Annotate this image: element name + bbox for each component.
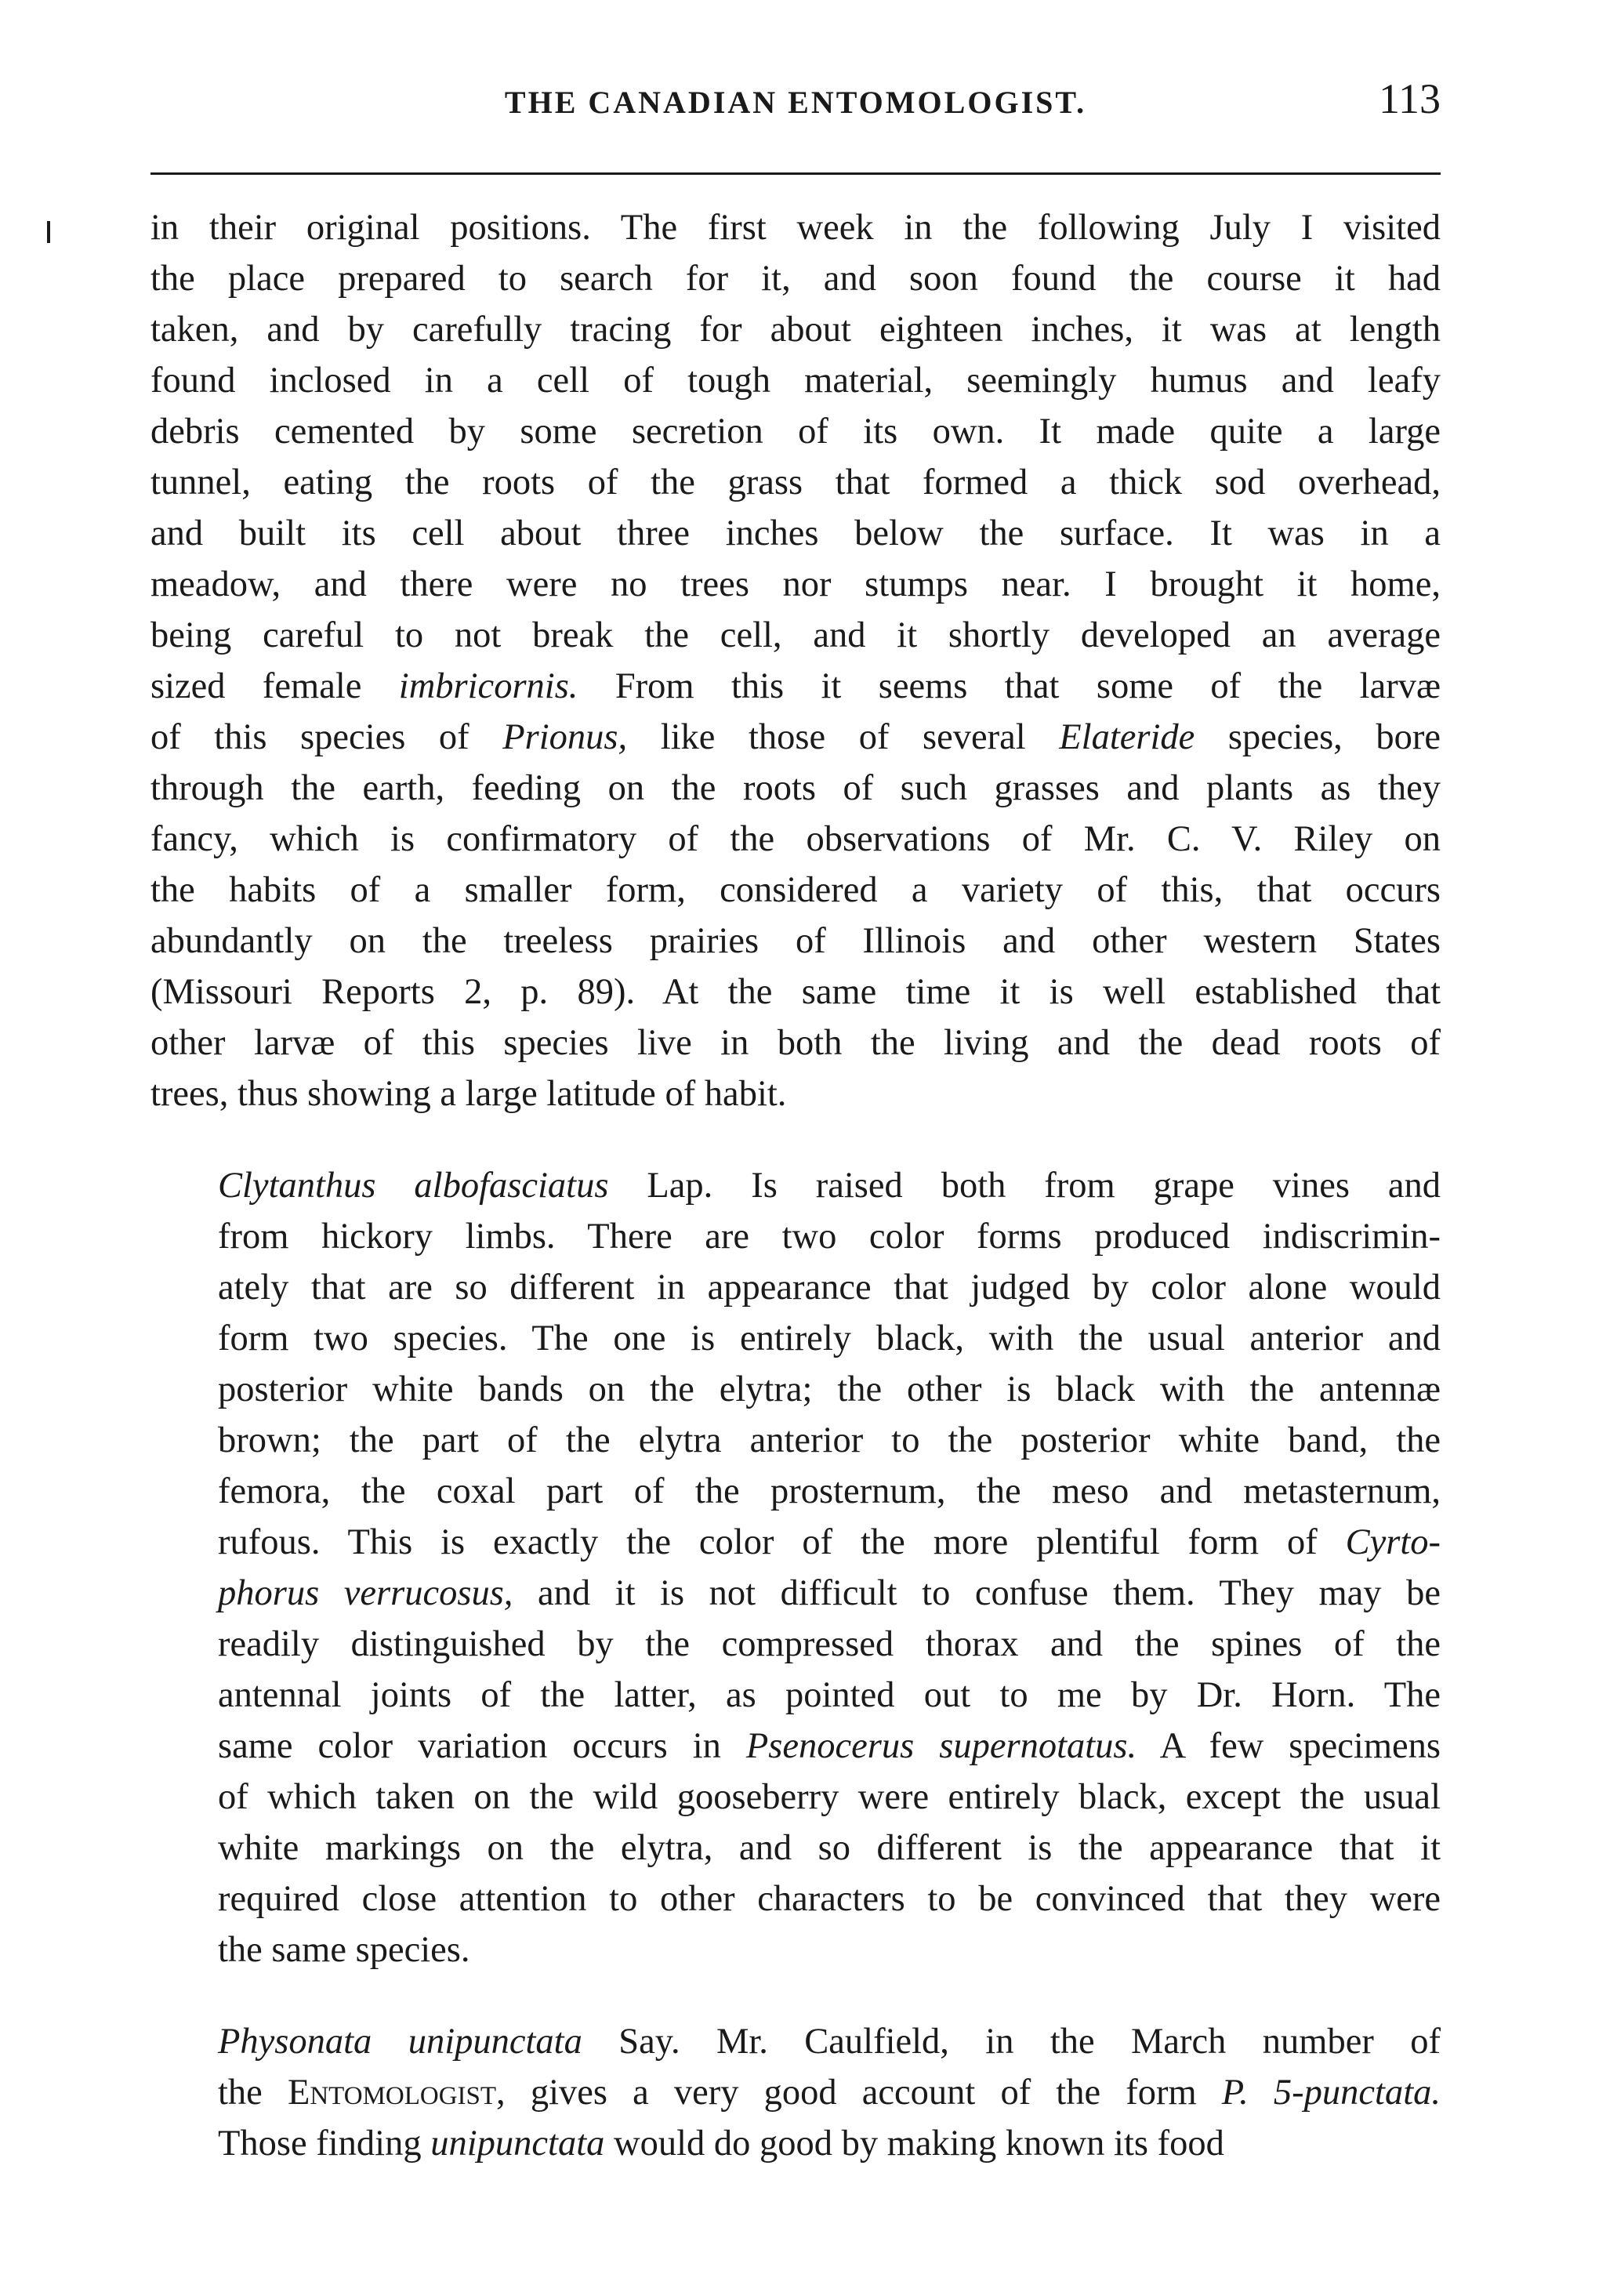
text-run: being careful to not break the cell, and it shortly developed an average [150, 615, 1441, 655]
text-line [150, 508, 1441, 559]
text-run: From this it seems that some of the larvæ [578, 666, 1441, 706]
italic-text: Elateride [1059, 717, 1195, 757]
text-run: would do good by making known its food [604, 2124, 1224, 2164]
text-run: Say. Mr. Caulfield, in the March number of [582, 2022, 1441, 2062]
text-line [150, 610, 1441, 661]
text-line [150, 202, 1441, 253]
text-run: antennal joints of the latter, as pointed out to me by Dr. Horn. The [218, 1675, 1441, 1715]
text-run: ately that are so different in appearance that judged by color alone would [218, 1268, 1441, 1308]
text-line [150, 2016, 1441, 2067]
body-text [150, 202, 1441, 2210]
text-run: the [218, 2073, 288, 2113]
margin-mark [47, 221, 50, 243]
italic-text: Physonata unipunctata [218, 2022, 582, 2062]
text-line [150, 2118, 1441, 2169]
text-line [150, 1568, 1441, 1619]
italic-text: P. 5-punctata. [1221, 2073, 1441, 2113]
text-line [150, 304, 1441, 355]
text-run: brown; the part of the elytra anterior to the posterior white band, the [218, 1420, 1441, 1460]
paragraph [150, 1160, 1441, 1975]
text-run: found inclosed in a cell of tough material, seemingly humus and leafy [150, 361, 1441, 401]
text-run: white markings on the elytra, and so different is the appearance that it [218, 1828, 1441, 1868]
text-run: trees, thus showing a large latitude of habit. [150, 1074, 787, 1114]
text-run: posterior white bands on the elytra; the other is black with the antennæ [218, 1369, 1441, 1409]
text-run: Entomologist, [287, 2073, 506, 2113]
text-line [150, 355, 1441, 406]
text-run: Those finding [218, 2124, 431, 2164]
text-line [150, 712, 1441, 763]
text-line [150, 1262, 1441, 1313]
text-run: and built its cell about three inches below the surface. It was in a [150, 513, 1441, 553]
text-line [150, 1619, 1441, 1670]
running-title: THE CANADIAN ENTOMOLOGIST. [504, 85, 1087, 120]
text-run: femora, the coxal part of the prosternum, the meso and metasternum, [218, 1471, 1441, 1511]
text-run: like those of several [627, 717, 1060, 757]
text-run: debris cemented by some secretion of its own. It made quite a large [150, 412, 1441, 452]
text-run: required close attention to other characters to be convinced that they were [218, 1879, 1441, 1919]
text-run: the same species. [218, 1930, 470, 1970]
text-line [150, 1313, 1441, 1364]
text-line [150, 814, 1441, 865]
text-line [150, 1517, 1441, 1568]
text-line [150, 2067, 1441, 2118]
page-number: 113 [1379, 75, 1441, 122]
text-run: tunnel, eating the roots of the grass that formed a thick sod overhead, [150, 462, 1441, 502]
text-line [150, 916, 1441, 967]
text-line [150, 1721, 1441, 1772]
text-line [150, 967, 1441, 1017]
text-line [150, 1068, 1441, 1119]
header-rule [150, 172, 1441, 175]
text-run: same color variation occurs in [218, 1726, 746, 1766]
text-line [150, 1466, 1441, 1517]
text-line [150, 253, 1441, 304]
text-line [150, 559, 1441, 610]
text-run: readily distinguished by the compressed thorax and the spines of the [218, 1624, 1441, 1664]
text-line [150, 406, 1441, 457]
italic-text: Psenocerus supernotatus. [745, 1726, 1137, 1766]
text-run: of this species of [150, 717, 503, 757]
text-line [150, 1670, 1441, 1721]
text-line [150, 1211, 1441, 1262]
text-line [150, 1772, 1441, 1823]
italic-text: phorus verrucosus, [218, 1573, 513, 1613]
text-run: other larvæ of this species live in both the living and the dead roots of [150, 1023, 1441, 1063]
text-line [150, 661, 1441, 712]
text-run: form two species. The one is entirely black, with the usual anterior and [218, 1318, 1441, 1358]
text-line [150, 1924, 1441, 1975]
text-line [150, 1160, 1441, 1211]
text-line [150, 1415, 1441, 1466]
paragraph [150, 202, 1441, 1119]
text-run: of which taken on the wild gooseberry were entirely black, except the usual [218, 1777, 1441, 1817]
text-line [150, 865, 1441, 916]
italic-text: Prionus, [502, 717, 628, 757]
text-run: and it is not difficult to confuse them. They may be [513, 1573, 1441, 1613]
italic-text: unipunctata [430, 2124, 605, 2164]
text-line [150, 1017, 1441, 1068]
text-run: the habits of a smaller form, considered a variety of this, that occurs [150, 870, 1441, 910]
italic-text: Cyrto- [1345, 1522, 1441, 1562]
text-run: Lap. Is raised both from grape vines and [608, 1166, 1441, 1206]
text-line [150, 763, 1441, 814]
text-run: rufous. This is exactly the color of the more plentiful form of [218, 1522, 1346, 1562]
text-run: the place prepared to search for it, and soon found the course it had [150, 259, 1441, 299]
text-run: fancy, which is confirmatory of the observations of Mr. C. V. Riley on [150, 819, 1441, 859]
text-line [150, 457, 1441, 508]
text-run: A few specimens [1137, 1726, 1441, 1766]
text-line [150, 1364, 1441, 1415]
text-run: sized female [150, 666, 399, 706]
text-run: (Missouri Reports 2, p. 89). At the same time it is well established that [150, 972, 1441, 1012]
paragraph [150, 2016, 1441, 2169]
italic-text: Clytanthus albofasciatus [218, 1166, 609, 1206]
text-run: through the earth, feeding on the roots of such grasses and plants as they [150, 768, 1441, 808]
page-header [150, 74, 1441, 137]
text-line [150, 1873, 1441, 1924]
text-run: in their original positions. The first week in the following July I visited [150, 208, 1441, 248]
italic-text: imbricornis. [398, 666, 578, 706]
text-run: meadow, and there were no trees nor stumps near. I brought it home, [150, 564, 1441, 604]
text-run: abundantly on the treeless prairies of Illinois and other western States [150, 921, 1441, 961]
text-run: from hickory limbs. There are two color forms produced indiscrimin- [218, 1217, 1441, 1257]
text-run: taken, and by carefully tracing for about eighteen inches, it was at length [150, 310, 1441, 350]
text-run: gives a very good account of the form [505, 2073, 1222, 2113]
text-run: species, bore [1195, 717, 1441, 757]
text-line [150, 1823, 1441, 1873]
